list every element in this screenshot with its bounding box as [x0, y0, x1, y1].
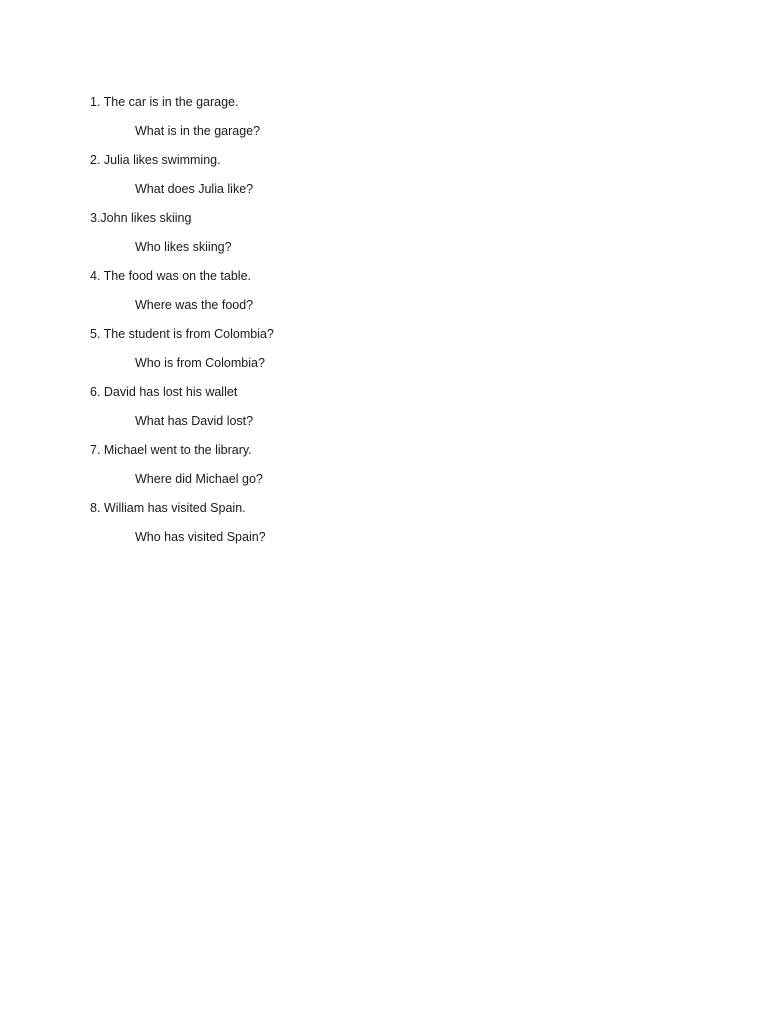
question-text: Where did Michael go?	[135, 472, 263, 486]
statement-text: 8. William has visited Spain.	[90, 501, 246, 515]
question-text: Who likes skiing?	[135, 240, 232, 254]
statement-text: 1. The car is in the garage.	[90, 95, 239, 109]
list-item	[90, 382, 274, 440]
statement-text: 7. Michael went to the library.	[90, 443, 252, 457]
list-item	[90, 324, 274, 382]
question-text: What has David lost?	[135, 414, 254, 428]
list-item	[90, 498, 274, 556]
question-text: Who is from Colombia?	[135, 356, 265, 370]
statement-text: 5. The student is from Colombia?	[90, 327, 274, 341]
question-list	[90, 92, 274, 556]
list-item	[90, 150, 274, 208]
statement-text: 6. David has lost his wallet	[90, 385, 238, 399]
question-text: Who has visited Spain?	[135, 530, 266, 544]
list-item	[90, 208, 274, 266]
question-text: What does Julia like?	[135, 182, 254, 196]
question-text: Where was the food?	[135, 298, 254, 312]
statement-text: 2. Julia likes swimming.	[90, 153, 221, 167]
statement-text: 3.John likes skiing	[90, 211, 192, 225]
list-item	[90, 266, 274, 324]
list-item	[90, 440, 274, 498]
list-item	[90, 92, 274, 150]
question-text: What is in the garage?	[135, 124, 261, 138]
statement-text: 4. The food was on the table.	[90, 269, 251, 283]
